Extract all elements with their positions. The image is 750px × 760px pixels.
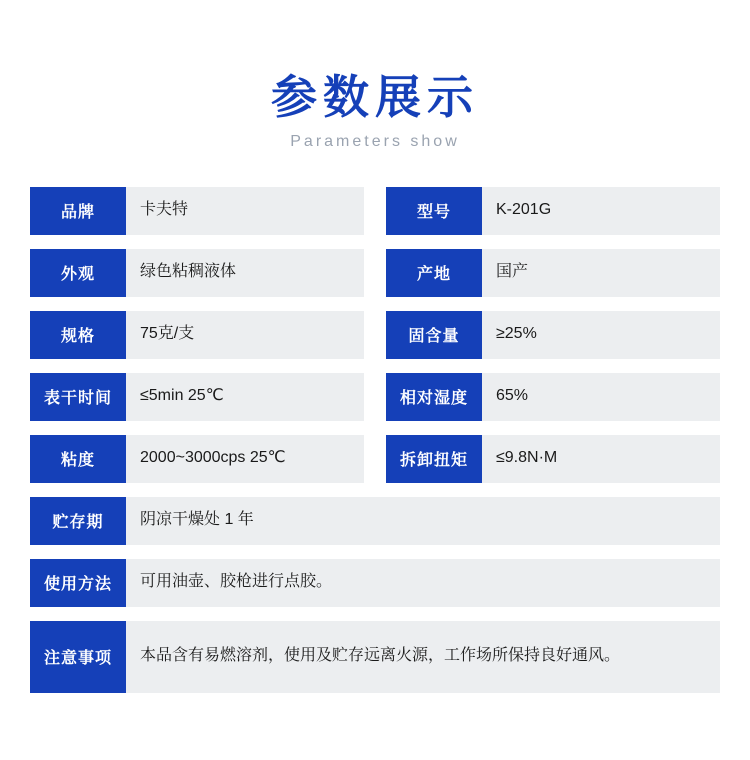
- spec-cell-model: [386, 187, 720, 235]
- table-row: [30, 373, 720, 421]
- spec-value: 阴凉干燥处 1 年: [126, 497, 720, 545]
- spec-cell-usage-method: [30, 559, 720, 607]
- spec-cell-appearance: [30, 249, 364, 297]
- spec-label: 产地: [386, 249, 482, 297]
- spec-label: 粘度: [30, 435, 126, 483]
- spec-cell-precautions: [30, 621, 720, 693]
- spec-label: 贮存期: [30, 497, 126, 545]
- spec-cell-brand: [30, 187, 364, 235]
- spec-value: ≥25%: [482, 311, 720, 359]
- spec-value: K-201G: [482, 187, 720, 235]
- page-title: 参数展示: [271, 71, 479, 123]
- spec-label: 外观: [30, 249, 126, 297]
- spec-value: 卡夫特: [126, 187, 364, 235]
- spec-label: 相对湿度: [386, 373, 482, 421]
- specifications-table: [30, 187, 720, 693]
- spec-label: 表干时间: [30, 373, 126, 421]
- spec-cell-removal-torque: [386, 435, 720, 483]
- spec-value: 65%: [482, 373, 720, 421]
- spec-cell-surface-dry-time: [30, 373, 364, 421]
- spec-cell-relative-humidity: [386, 373, 720, 421]
- table-row: [30, 187, 720, 235]
- spec-label: 固含量: [386, 311, 482, 359]
- spec-label: 注意事项: [30, 621, 126, 693]
- spec-value: 本品含有易燃溶剂，使用及贮存远离火源，工作场所保持良好通风。: [126, 621, 720, 693]
- spec-cell-specification: [30, 311, 364, 359]
- page-header: [0, 0, 750, 151]
- spec-value: ≤9.8N·M: [482, 435, 720, 483]
- spec-value: 国产: [482, 249, 720, 297]
- table-row: [30, 311, 720, 359]
- spec-cell-origin: [386, 249, 720, 297]
- spec-label: 品牌: [30, 187, 126, 235]
- spec-value: 绿色粘稠液体: [126, 249, 364, 297]
- table-row: [30, 435, 720, 483]
- spec-value: 75克/支: [126, 311, 364, 359]
- spec-value: 可用油壶、胶枪进行点胶。: [126, 559, 720, 607]
- spec-value: 2000~3000cps 25℃: [126, 435, 364, 483]
- spec-label: 型号: [386, 187, 482, 235]
- spec-cell-viscosity: [30, 435, 364, 483]
- spec-cell-solid-content: [386, 311, 720, 359]
- table-row: [30, 497, 720, 545]
- spec-label: 使用方法: [30, 559, 126, 607]
- spec-label: 规格: [30, 311, 126, 359]
- spec-cell-shelf-life: [30, 497, 720, 545]
- table-row: [30, 559, 720, 607]
- page-subtitle: Parameters show: [290, 132, 460, 150]
- spec-value: ≤5min 25℃: [126, 373, 364, 421]
- spec-label: 拆卸扭矩: [386, 435, 482, 483]
- table-row: [30, 621, 720, 693]
- table-row: [30, 249, 720, 297]
